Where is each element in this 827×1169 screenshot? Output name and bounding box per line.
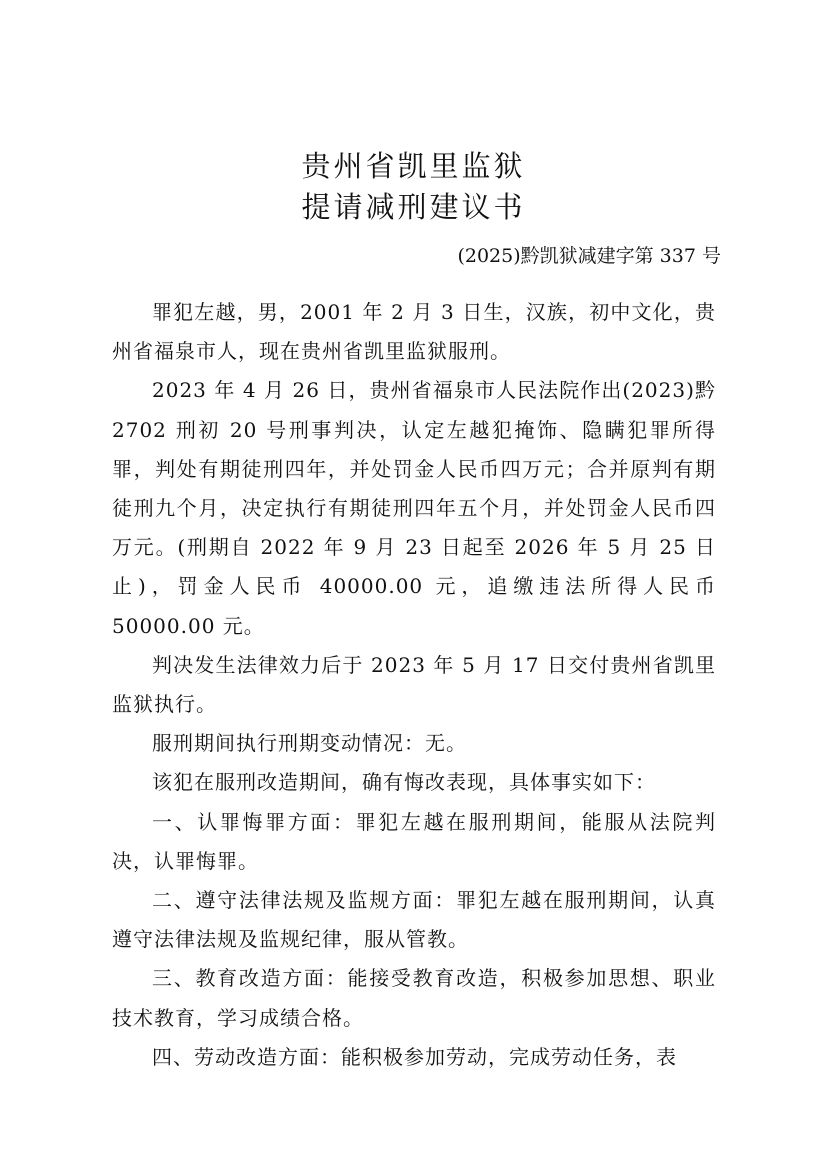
- paragraph-repentance-intro: 该犯在服刑改造期间，确有悔改表现，具体事实如下：: [152, 770, 656, 795]
- paragraph-judgment: 2023 年 4 月 26 日，贵州省福泉市人民法院作出(2023)黔 2702 刑初 20 号刑事判决，认定左越犯掩饰、隐瞒犯罪所得罪，判处有期徒刑四年，并处罚金人民币四万元；合并原判有期徒刑九个月，决定执行有期徒刑四年五个月，并处罚金人民币四万元。(刑期自 2022 年 9 月 23 日起至 2026 年 5 月 25 日止)，罚金人民币 40000.00 元，追缴违法所得人民币 50000.00 元。: [112, 378, 716, 638]
- paragraph-sentence-changes: 服刑期间执行刑期变动情况：无。: [152, 731, 467, 756]
- document-title-type: 提请减刑建议书: [301, 190, 526, 224]
- document-body: [112, 293, 716, 1077]
- paragraph-delivery: 判决发生法律效力后于 2023 年 5 月 17 日交付贵州省凯里监狱执行。: [112, 652, 716, 717]
- paragraph-item-3: 三、教育改造方面：能接受教育改造，积极参加思想、职业技术教育，学习成绩合格。: [112, 966, 716, 1030]
- paragraph-item-4: 四、劳动改造方面：能积极参加劳动，完成劳动任务，表: [152, 1044, 677, 1069]
- document-number: (2025)黔凯狱减建字第 337 号: [457, 245, 721, 267]
- paragraph-item-1: 一、认罪悔罪方面：罪犯左越在服刑期间，能服从法院判决，认罪悔罪。: [112, 809, 716, 873]
- document-title-institution: 贵州省凯里监狱: [301, 149, 526, 183]
- paragraph-offender-info: 罪犯左越，男，2001 年 2 月 3 日生，汉族，初中文化，贵州省福泉市人，现在贵州省凯里监狱服刑。: [112, 300, 716, 364]
- paragraph-item-2: 二、遵守法律法规及监规方面：罪犯左越在服刑期间，认真遵守法律法规及监规纪律，服从管教。: [112, 888, 716, 952]
